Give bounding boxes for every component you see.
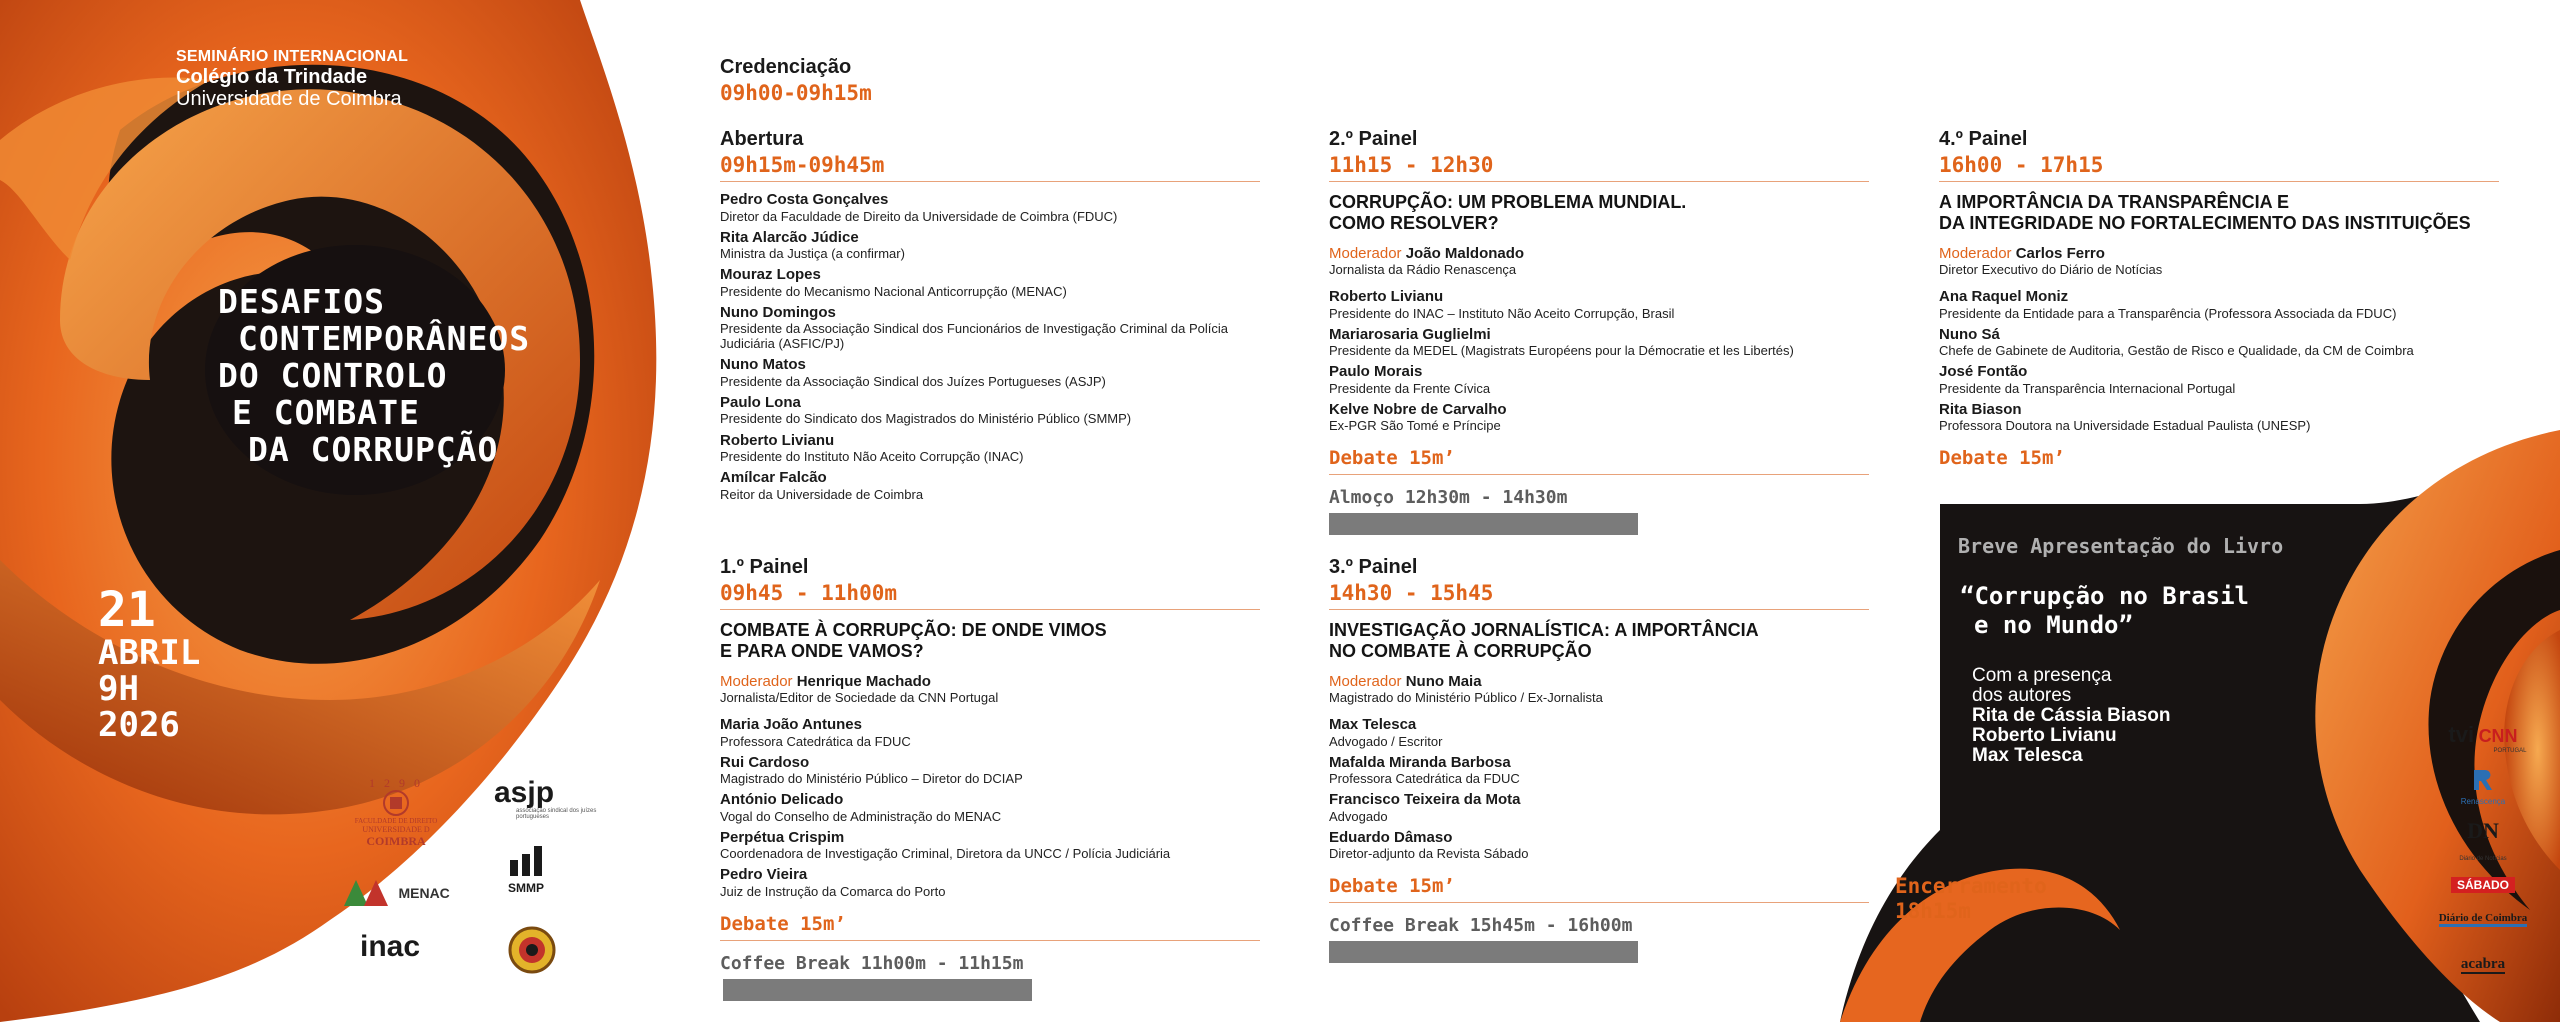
- speaker: [1329, 364, 1869, 396]
- book-presence-line: Com a presença: [1972, 665, 2112, 686]
- date-hour: 9H: [98, 669, 139, 709]
- moderator: [720, 673, 1260, 690]
- speaker: [1329, 402, 1869, 434]
- panel-title-line: DA INTEGRIDADE NO FORTALECIMENTO DAS INSTITUIÇÕES: [1939, 212, 2471, 233]
- section-label: 3.º Painel: [1329, 556, 1418, 578]
- speaker-name: Mariarosaria Guglielmi: [1329, 325, 1491, 343]
- speaker: [720, 230, 1260, 262]
- book-section-title: Breve Apresentação do Livro: [1958, 534, 2284, 558]
- dn-wordmark: DN: [2467, 818, 2499, 843]
- break-label: Coffee Break 11h00m - 11h15m: [720, 952, 1024, 974]
- renascenca-logo: [2428, 768, 2538, 806]
- poster-title-line: CONTEMPORÂNEOS: [238, 318, 531, 358]
- poster-title-line: DESAFIOS: [218, 282, 385, 321]
- date-year: 2026: [98, 705, 180, 745]
- panel-title-line: NO COMBATE À CORRUPÇÃO: [1329, 640, 1592, 661]
- speaker-name: Roberto Livianu: [720, 431, 835, 449]
- debate-label: Debate 15m’: [1939, 447, 2065, 470]
- speaker-name: Francisco Teixeira da Mota: [1329, 791, 1521, 809]
- tvi-wordmark: tvi: [2448, 722, 2475, 747]
- venue-line1: SEMINÁRIO INTERNACIONAL: [176, 48, 409, 65]
- speaker: [720, 792, 1260, 824]
- speaker-name: Nuno Sá: [1939, 325, 2000, 343]
- speaker-name: Pedro Costa Gonçalves: [720, 191, 889, 208]
- speaker-name: Paulo Lona: [720, 393, 801, 411]
- venue-block: [176, 48, 408, 111]
- smmp-logo: [508, 846, 588, 895]
- moderator-label: Moderador: [1939, 245, 2012, 263]
- moderator-role: Diretor Executivo do Diário de Notícias: [1939, 262, 2163, 278]
- moderator: [1939, 245, 2539, 262]
- speaker: [720, 305, 1260, 352]
- menac-logo: [342, 878, 462, 908]
- speaker-role: Diretor-adjunto da Revista Sábado: [1329, 846, 1529, 862]
- speaker-role: Coordenadora de Investigação Criminal, Diretora da UNCC / Polícia Judiciária: [720, 846, 1171, 862]
- break-label: Almoço 12h30m - 14h30m: [1329, 487, 1568, 509]
- fduc-line2: UNIVERSIDADE D: [362, 825, 430, 834]
- tvi-cnn-logo: [2428, 722, 2538, 754]
- section-divider: [1329, 609, 1869, 610]
- moderator-name: Carlos Ferro: [2015, 245, 2105, 263]
- speaker-role: Ministra da Justiça (a confirmar): [720, 246, 905, 262]
- break-bar: [1329, 941, 1638, 963]
- speaker-name: Paulo Morais: [1329, 363, 1423, 381]
- date-day: 21: [98, 582, 156, 638]
- book-author: Roberto Livianu: [1972, 724, 2117, 746]
- speaker: [720, 267, 1260, 299]
- speaker-name: António Delicado: [720, 791, 844, 809]
- moderator-role: Magistrado do Ministério Público / Ex-Jornalista: [1329, 690, 1603, 706]
- speaker: [720, 395, 1260, 427]
- panel-title-line: INVESTIGAÇÃO JORNALÍSTICA: A IMPORTÂNCIA: [1329, 620, 1759, 640]
- speaker-name: Rita Alarcão Júdice: [720, 228, 859, 246]
- speaker-role: Professora Catedrática da FDUC: [720, 733, 911, 749]
- break-label: Coffee Break 15h45m - 16h00m: [1329, 915, 1633, 937]
- speaker: [1329, 755, 1869, 787]
- speaker: [1329, 717, 1869, 749]
- section-time: 09h00-09h15m: [720, 81, 872, 105]
- section-divider: [1329, 474, 1869, 475]
- fduc-logo: [350, 776, 442, 849]
- speaker: [1939, 327, 2539, 359]
- section-divider: [1329, 181, 1869, 182]
- poster-title-line: DA CORRUPÇÃO: [248, 429, 499, 469]
- speaker-name: Eduardo Dâmaso: [1329, 828, 1453, 846]
- break-bar: [1329, 513, 1638, 535]
- moderator-name: Henrique Machado: [796, 673, 931, 691]
- speaker-role: Presidente da Entidade para a Transparência (Professora Associada da FDUC): [1939, 305, 2397, 321]
- panel-title-line: A IMPORTÂNCIA DA TRANSPARÊNCIA E: [1939, 192, 2289, 212]
- speaker-name: Mafalda Miranda Barbosa: [1329, 753, 1511, 771]
- fduc-line3: COIMBRA: [366, 834, 426, 848]
- panel-title: [1329, 192, 1869, 233]
- debate-label: Debate 15m’: [1329, 875, 1455, 898]
- speaker: [1329, 792, 1869, 824]
- venue-line3: Universidade de Coimbra: [176, 88, 402, 111]
- section-time: 09h15m-09h45m: [720, 153, 885, 177]
- speaker-name: Ana Raquel Moniz: [1939, 288, 2069, 306]
- asjp-logo: [494, 778, 604, 820]
- speaker-role: Presidente do Sindicato dos Magistrados do Ministério Público (SMMP): [720, 411, 1132, 427]
- moderator-role: Jornalista/Editor de Sociedade da CNN Portugal: [720, 690, 999, 706]
- speaker-name: Roberto Livianu: [1329, 288, 1444, 306]
- section-label: 2.º Painel: [1329, 128, 1418, 150]
- debate-label: Debate 15m’: [720, 912, 846, 935]
- speaker-role: Presidente da Transparência Internacional Portugal: [1939, 380, 2236, 396]
- speaker: [720, 867, 1260, 899]
- smmp-wordmark: SMMP: [508, 881, 544, 895]
- fduc-line1: FACULDADE DE DIREITO: [354, 817, 438, 825]
- speaker-role: Reitor da Universidade de Coimbra: [720, 486, 924, 502]
- date-month: ABRIL: [98, 633, 201, 673]
- pj-seal-icon: [508, 926, 556, 974]
- fduc-number: 1 2 9 0: [369, 776, 423, 790]
- section-divider: [1939, 181, 2499, 182]
- section-divider: [720, 181, 1260, 182]
- book-author: Max Telesca: [1972, 744, 2083, 766]
- speaker: [1329, 289, 1869, 321]
- poster-title: [218, 284, 530, 469]
- speaker-name: José Fontão: [1939, 363, 2028, 381]
- moderator-label: Moderador: [1329, 245, 1402, 263]
- panel-title-line: CORRUPÇÃO: UM PROBLEMA MUNDIAL.: [1329, 192, 1687, 212]
- speaker: [1939, 364, 2539, 396]
- fduc-crest-icon: [350, 789, 442, 817]
- section-time: 09h45 - 11h00m: [720, 581, 898, 605]
- speaker-role: Vogal do Conselho de Administração do MENAC: [720, 808, 1002, 824]
- renascenca-wordmark: Renascença: [2460, 797, 2506, 806]
- speaker-role: Presidente do Instituto Não Aceito Corrupção (INAC): [720, 449, 1024, 465]
- acabra-logo: [2428, 955, 2538, 973]
- panel-title-line: COMO RESOLVER?: [1329, 212, 1499, 233]
- speaker: [720, 755, 1260, 787]
- speaker-role: Professora Doutora na Universidade Estadual Paulista (UNESP): [1939, 418, 2311, 434]
- speaker: [1329, 327, 1869, 359]
- debate-label: Debate 15m’: [1329, 447, 1455, 470]
- acabra-wordmark: acabra: [2460, 956, 2506, 972]
- section-time: 16h00 - 17h15: [1939, 153, 2104, 177]
- speaker: [1939, 402, 2539, 434]
- speaker-name: Kelve Nobre de Carvalho: [1329, 400, 1507, 418]
- moderator: [1329, 245, 1869, 262]
- section-painel-3: [1329, 556, 1869, 963]
- speaker-name: Nuno Matos: [720, 356, 806, 374]
- speaker-role: Ex-PGR São Tomé e Príncipe: [1329, 418, 1501, 434]
- inac-logo: [360, 930, 420, 964]
- panel-title: [720, 620, 1260, 661]
- speaker: [720, 830, 1260, 862]
- speaker-role: Professora Catedrática da FDUC: [1329, 771, 1520, 787]
- speaker-role: Advogado / Escritor: [1329, 733, 1443, 749]
- speaker: [1329, 830, 1869, 862]
- book-author: Rita de Cássia Biason: [1972, 704, 2171, 726]
- section-painel-1: [720, 556, 1260, 1001]
- renascenca-r-icon: [2470, 768, 2496, 792]
- speaker-name: Amílcar Falcão: [720, 469, 827, 487]
- moderator-role: Jornalista da Rádio Renascença: [1329, 262, 1517, 278]
- closing-label: Encerramento: [1895, 874, 2047, 898]
- section-time: 14h30 - 15h45: [1329, 581, 1494, 605]
- closing-time: 18h15m: [1895, 899, 1971, 924]
- poster-title-line: E COMBATE: [232, 392, 420, 432]
- panel-title-line: E PARA ONDE VAMOS?: [720, 640, 924, 661]
- cnn-subtitle: PORTUGAL: [2493, 748, 2527, 754]
- speaker: [720, 717, 1260, 749]
- section-time: 11h15 - 12h30: [1329, 153, 1494, 177]
- cnn-wordmark: CNN: [2478, 726, 2518, 746]
- book-authors: [1972, 666, 2171, 766]
- speaker-role: Magistrado do Ministério Público – Diretor do DCIAP: [720, 771, 1023, 787]
- smmp-bars-icon: [508, 846, 552, 876]
- section-label: Credenciação: [720, 56, 852, 78]
- speaker-name: Max Telesca: [1329, 716, 1417, 734]
- panel-title: [1939, 192, 2539, 233]
- dn-logo: [2428, 820, 2538, 862]
- section-painel-2: [1329, 128, 1869, 535]
- diario-coimbra-wordmark: Diário de Coimbra: [2439, 912, 2528, 927]
- section-divider: [720, 609, 1260, 610]
- moderator-label: Moderador: [720, 673, 793, 691]
- section-divider: [720, 940, 1260, 941]
- speaker-role: Presidente da Frente Cívica: [1329, 380, 1491, 396]
- speaker-name: Maria João Antunes: [720, 716, 862, 734]
- speaker: [720, 192, 1260, 224]
- poster-panel: [0, 0, 660, 1022]
- section-label: Abertura: [720, 128, 804, 150]
- asjp-subtitle: associação sindical dos juízes portugueses: [516, 808, 597, 820]
- speaker-name: Pedro Vieira: [720, 866, 808, 884]
- section-divider: [1329, 902, 1869, 903]
- speaker-role: Chefe de Gabinete de Auditoria, Gestão de Risco e Qualidade, da CM de Coimbra: [1939, 343, 2414, 359]
- sabado-logo: [2428, 876, 2538, 894]
- poster-title-line: DO CONTROLO: [218, 355, 448, 395]
- section-painel-4: [1939, 128, 2539, 473]
- media-partners: [2428, 722, 2538, 987]
- speaker: [720, 357, 1260, 389]
- section-abertura: [720, 128, 1260, 502]
- break-bar: [723, 979, 1032, 1001]
- dn-subtitle: Diário de Notícias: [2459, 856, 2507, 862]
- diario-coimbra-logo: [2428, 908, 2538, 941]
- menac-wordmark: MENAC: [398, 885, 450, 901]
- speaker-name: Mouraz Lopes: [720, 266, 821, 284]
- book-presence-line: dos autores: [1972, 684, 2072, 706]
- speaker-role: Presidente da MEDEL (Magistrats Européens pour la Démocratie et les Libertés): [1329, 343, 1794, 359]
- book-name: [1960, 582, 2249, 640]
- speaker-name: Rita Biason: [1939, 400, 2022, 418]
- sabado-wordmark: SÁBADO: [2451, 877, 2515, 893]
- speaker-role: Presidente do INAC – Instituto Não Aceito Corrupção, Brasil: [1329, 305, 1675, 321]
- book-name-line: “Corrupção no Brasil: [1960, 582, 2249, 610]
- asjp-wordmark: asjp: [494, 776, 555, 809]
- speaker-name: Perpétua Crispim: [720, 828, 845, 846]
- speaker: [720, 433, 1260, 465]
- speaker-role: Presidente do Mecanismo Nacional Anticorrupção (MENAC): [720, 283, 1067, 299]
- closing-block: [1895, 874, 2047, 924]
- speaker-role: Presidente da Associação Sindical dos Juízes Portugueses (ASJP): [720, 373, 1106, 389]
- moderator-name: João Maldonado: [1405, 245, 1525, 263]
- panel-title: [1329, 620, 1869, 661]
- speaker: [720, 470, 1260, 502]
- speaker-name: Nuno Domingos: [720, 303, 836, 321]
- speaker-role: Diretor da Faculdade de Direito da Universidade de Coimbra (FDUC): [720, 208, 1118, 224]
- section-credenciacao: [720, 56, 1260, 108]
- speaker: [1939, 289, 2539, 321]
- poster-date: [98, 582, 201, 745]
- section-label: 1.º Painel: [720, 556, 809, 578]
- inac-wordmark: inac: [360, 930, 421, 963]
- menac-symbol-icon: [342, 878, 394, 908]
- moderator-label: Moderador: [1329, 673, 1402, 691]
- moderator-name: Nuno Maia: [1405, 673, 1482, 691]
- panel-title-line: COMBATE À CORRUPÇÃO: DE ONDE VIMOS: [720, 620, 1107, 640]
- venue-line2: Colégio da Trindade: [176, 65, 368, 88]
- book-name-line: e no Mundo”: [1974, 610, 2133, 639]
- section-label: 4.º Painel: [1939, 128, 2028, 150]
- speaker-name: Rui Cardoso: [720, 753, 810, 771]
- speaker-role: Advogado: [1329, 808, 1388, 824]
- speaker-role: Juiz de Instrução da Comarca do Porto: [720, 883, 946, 899]
- moderator: [1329, 673, 1869, 690]
- speaker-role: Presidente da Associação Sindical dos Funcionários de Investigação Criminal da Polícia Judiciária (ASFIC/PJ): [720, 321, 1229, 352]
